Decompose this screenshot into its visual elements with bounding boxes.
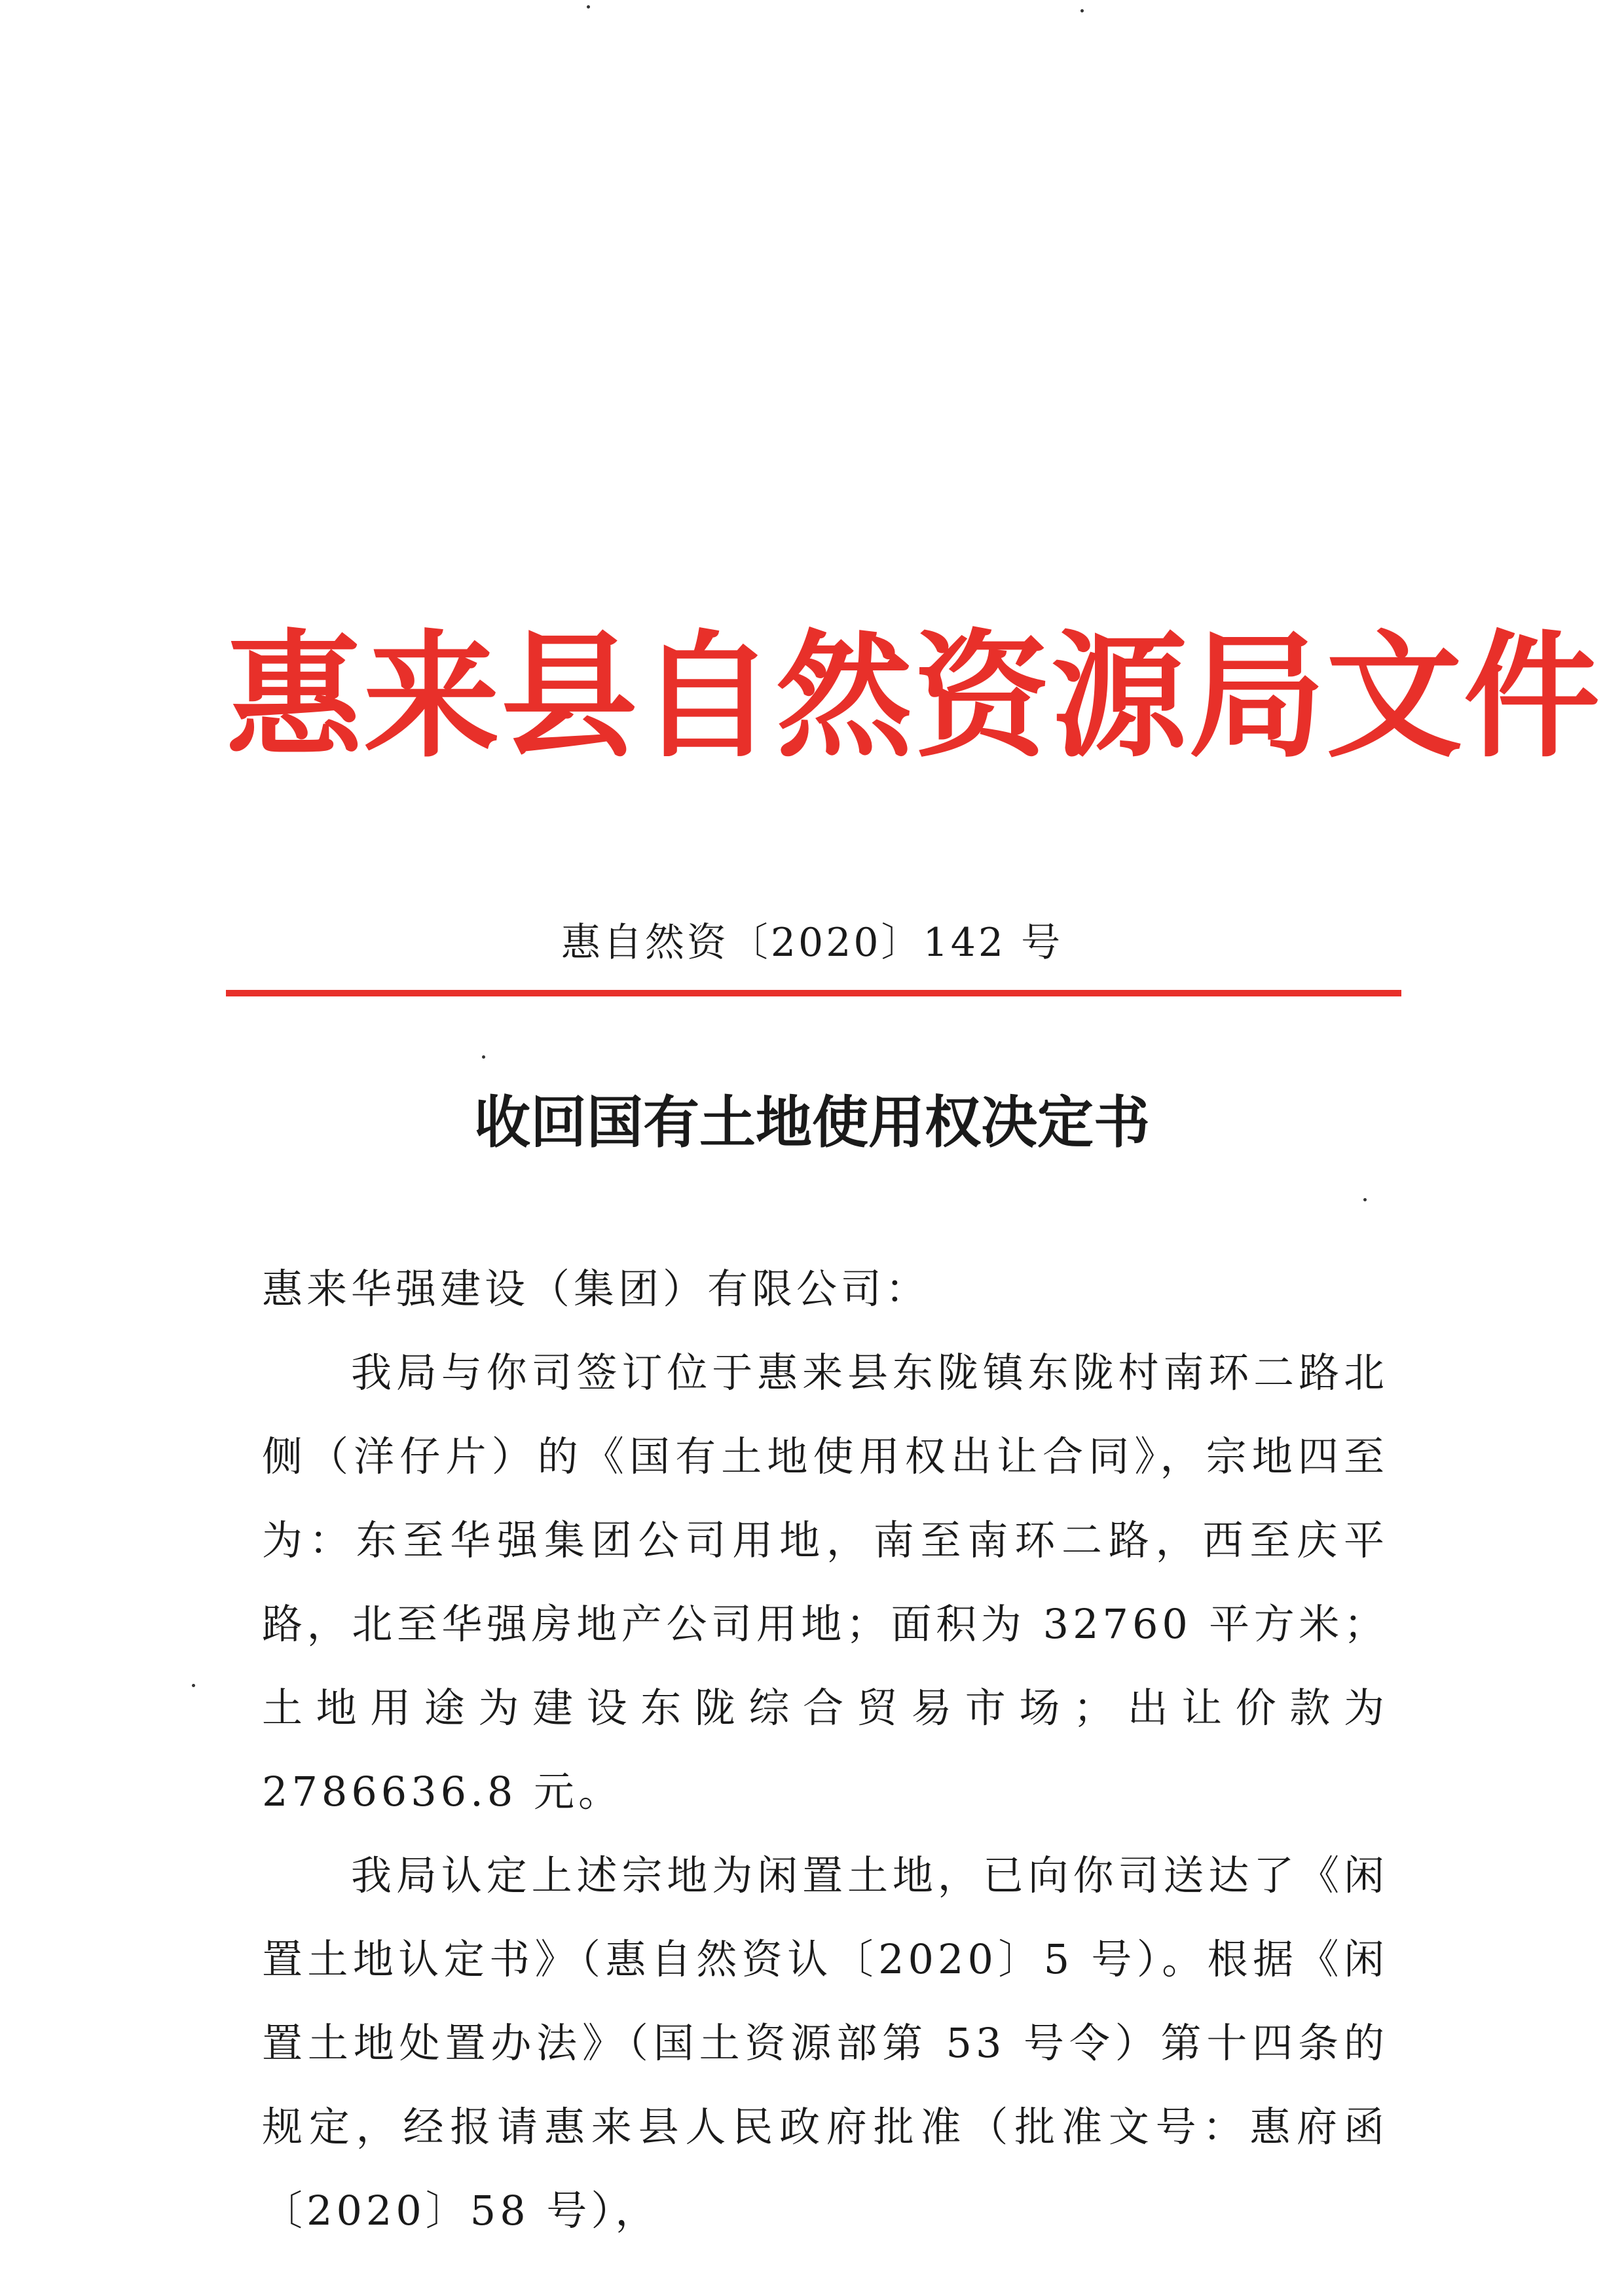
scan-speck xyxy=(482,1055,485,1059)
body-paragraph-1: 我局与你司签订位于惠来县东陇镇东陇村南环二路北侧（洋仔片）的《国有土地使用权出让合同》，宗地四至为：东至华强集团公司用地，南至南环二路，西至庆平路，北至华强房地产公司用地；面积为 32760 平方米；土地用途为建设东陇综合贸易市场；出让价款为 2786636.8 元。 xyxy=(262,1349,1388,1815)
scan-speck xyxy=(1363,1198,1367,1201)
red-divider-line xyxy=(226,990,1401,996)
addressee: 惠来华强建设（集团）有限公司： xyxy=(262,1265,931,1313)
body-paragraph-2: 我局认定上述宗地为闲置土地，已向你司送达了《闲置土地认定书》（惠自然资认〔2020〕5 号）。根据《闲置土地处置办法》（国土资源部第 53 号令）第十四条的规定，经报请惠来县人民政府批准（批准文号：惠府函〔2020〕58 号）， xyxy=(262,1851,1388,2234)
document-body xyxy=(262,1247,1388,2253)
scan-speck xyxy=(192,1684,195,1687)
document-number: 惠自然资〔2020〕142 号 xyxy=(561,920,1063,966)
issuer-title: 惠来县自然资源局文件 xyxy=(226,618,1601,776)
scan-speck xyxy=(587,5,590,9)
scan-speck xyxy=(1080,9,1084,12)
document-title: 收回国有土地使用权决定书 xyxy=(474,1090,1150,1156)
